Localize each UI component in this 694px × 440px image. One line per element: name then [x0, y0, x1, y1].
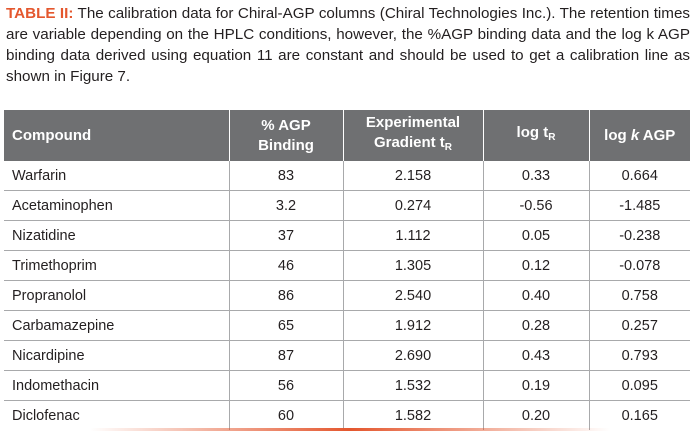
- table-body: [4, 161, 690, 430]
- cell-compound: Trimethoprim: [4, 251, 229, 281]
- cell-log-tr: 0.33: [483, 161, 589, 191]
- cell-gradient: 1.912: [343, 311, 483, 341]
- cell-compound: Diclofenac: [4, 401, 229, 431]
- cell-agp-binding: 37: [229, 221, 343, 251]
- cell-log-k: 0.793: [589, 341, 690, 371]
- cell-log-tr: 0.28: [483, 311, 589, 341]
- cell-compound: Acetaminophen: [4, 191, 229, 221]
- cell-agp-binding: 46: [229, 251, 343, 281]
- table-row: [4, 191, 690, 221]
- cell-log-k: -0.078: [589, 251, 690, 281]
- cell-gradient: 2.540: [343, 281, 483, 311]
- header-agp-binding: % AGP Binding: [229, 110, 343, 161]
- cell-log-k: 0.257: [589, 311, 690, 341]
- table-row: [4, 221, 690, 251]
- bottom-divider: [90, 428, 610, 431]
- cell-log-tr: 0.19: [483, 371, 589, 401]
- table-row: [4, 371, 690, 401]
- cell-gradient: 2.690: [343, 341, 483, 371]
- table-row: [4, 161, 690, 191]
- table-row: [4, 281, 690, 311]
- cell-agp-binding: 65: [229, 311, 343, 341]
- cell-log-k: 0.165: [621, 407, 658, 424]
- calibration-table: [4, 110, 690, 430]
- cell-log-k: 0.664: [589, 161, 690, 191]
- header-compound: Compound: [4, 110, 229, 161]
- table-caption: [6, 3, 690, 87]
- cell-log-k: 0.758: [589, 281, 690, 311]
- cell-compound: Nizatidine: [4, 221, 229, 251]
- cell-compound: Nicardipine: [4, 341, 229, 371]
- cell-compound: Carbamazepine: [4, 311, 229, 341]
- table-row: [4, 401, 690, 431]
- cell-log-k: 0.095: [589, 371, 690, 401]
- table-row: [4, 251, 690, 281]
- cell-compound: Warfarin: [4, 161, 229, 191]
- cell-agp-binding: 60: [229, 401, 343, 431]
- caption-text: The calibration data for Chiral-AGP columns (Chiral Technologies Inc.). The retention times are variable depending on the HPLC conditions, however, the %AGP binding data and the log k AGP binding data derived using equation 11 are constant and should be used to get a calibration line as shown in Figure 7.: [6, 5, 690, 85]
- cell-log-k: -0.238: [589, 221, 690, 251]
- cell-gradient: 1.532: [343, 371, 483, 401]
- cell-log-tr: -0.56: [483, 191, 589, 221]
- cell-log-tr: 0.05: [483, 221, 589, 251]
- cell-compound: Propranolol: [4, 281, 229, 311]
- table-header: [4, 110, 690, 161]
- header-log-k-agp: log k AGP: [589, 110, 690, 161]
- cell-log-tr: 0.43: [483, 341, 589, 371]
- cell-agp-binding: 3.2: [229, 191, 343, 221]
- table-row: [4, 311, 690, 341]
- cell-log-k: -1.485: [589, 191, 690, 221]
- cell-log-tr: 0.20: [483, 401, 589, 431]
- cell-log-tr: 0.12: [483, 251, 589, 281]
- cell-gradient: 0.274: [343, 191, 483, 221]
- cell-gradient: 1.582: [343, 401, 483, 431]
- table-label: TABLE II:: [6, 5, 74, 22]
- cell-agp-binding: 83: [229, 161, 343, 191]
- cell-agp-binding: 87: [229, 341, 343, 371]
- cell-compound: Indomethacin: [4, 371, 229, 401]
- cell-gradient: 1.305: [343, 251, 483, 281]
- header-log-tr: $\log t_R$: [483, 110, 589, 161]
- cell-gradient: 1.112: [343, 221, 483, 251]
- cell-log-tr: 0.40: [483, 281, 589, 311]
- cell-gradient: 2.158: [343, 161, 483, 191]
- header-experimental-gradient: Experimental Gradient $t_R$: [343, 110, 483, 161]
- cell-agp-binding: 86: [229, 281, 343, 311]
- table-row: [4, 341, 690, 371]
- cell-agp-binding: 56: [229, 371, 343, 401]
